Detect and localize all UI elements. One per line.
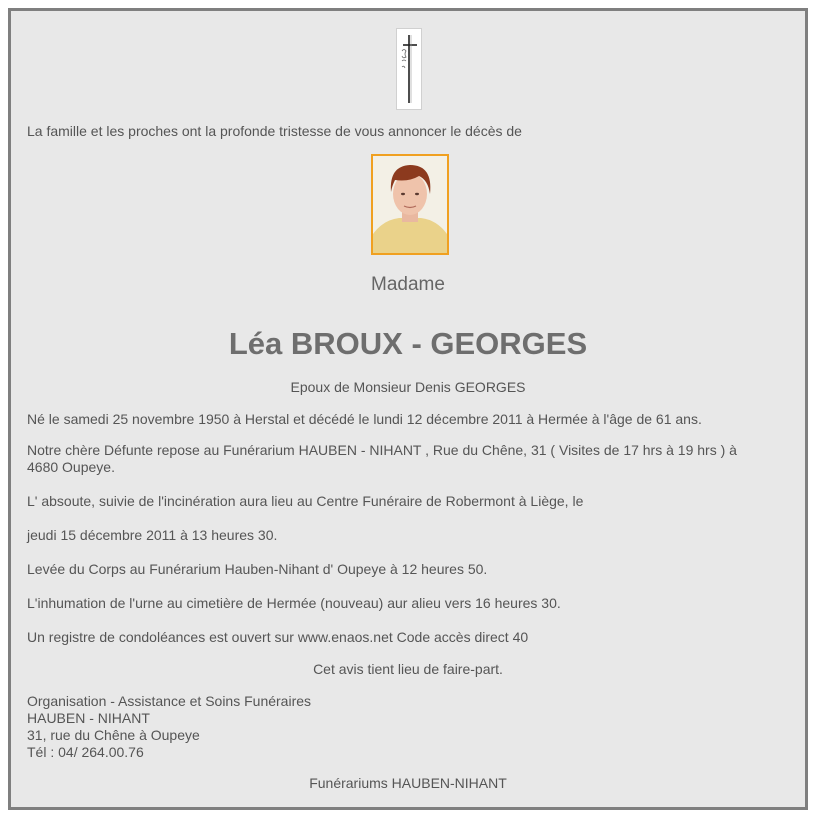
deceased-portrait xyxy=(371,154,449,255)
organisation-phone: Tél : 04/ 264.00.76 xyxy=(27,744,144,760)
organisation-line2: HAUBEN - NIHANT xyxy=(27,710,150,726)
cross-logo-icon xyxy=(396,28,422,110)
spouse-text: Epoux de Monsieur Denis GEORGES xyxy=(290,379,526,395)
condolence-register-text: Un registre de condoléances est ouvert sur www.enaos.net Code accès direct 40 xyxy=(27,629,529,645)
organisation-line1: Organisation - Assistance et Soins Funéraires xyxy=(27,693,312,709)
honorific-title: Madame xyxy=(371,274,445,295)
ceremony-date: jeudi 15 décembre 2011 à 13 heures 30. xyxy=(27,527,278,543)
absoute-text: L' absoute, suivie de l'incinération aura lieu au Centre Funéraire de Robermont à Liège, le xyxy=(27,493,584,509)
rest-location-line2: 4680 Oupeye. xyxy=(27,459,115,475)
footer-text: Funérariums HAUBEN-NIHANT xyxy=(309,775,507,791)
organisation-line3: 31, rue du Chêne à Oupeye xyxy=(27,727,200,743)
inhumation-text: L'inhumation de l'urne au cimetière de Hermée (nouveau) aur alieu vers 16 heures 30. xyxy=(27,595,561,611)
rest-location-line1: Notre chère Défunte repose au Funérarium HAUBEN - NIHANT , Rue du Chêne, 31 ( Visites de 17 hrs à 19 hrs ) à xyxy=(27,442,737,458)
deceased-name: Léa BROUX - GEORGES xyxy=(228,326,588,361)
notice-text: Cet avis tient lieu de faire-part. xyxy=(313,661,503,677)
obituary-card xyxy=(8,8,808,810)
levee-text: Levée du Corps au Funérarium Hauben-Nihant d' Oupeye à 12 heures 50. xyxy=(27,561,488,577)
birth-death-text: Né le samedi 25 novembre 1950 à Herstal et décédé le lundi 12 décembre 2011 à Hermée à l'âge de 61 ans. xyxy=(27,411,702,427)
intro-text: La famille et les proches ont la profonde tristesse de vous annoncer le décès de xyxy=(27,123,522,139)
